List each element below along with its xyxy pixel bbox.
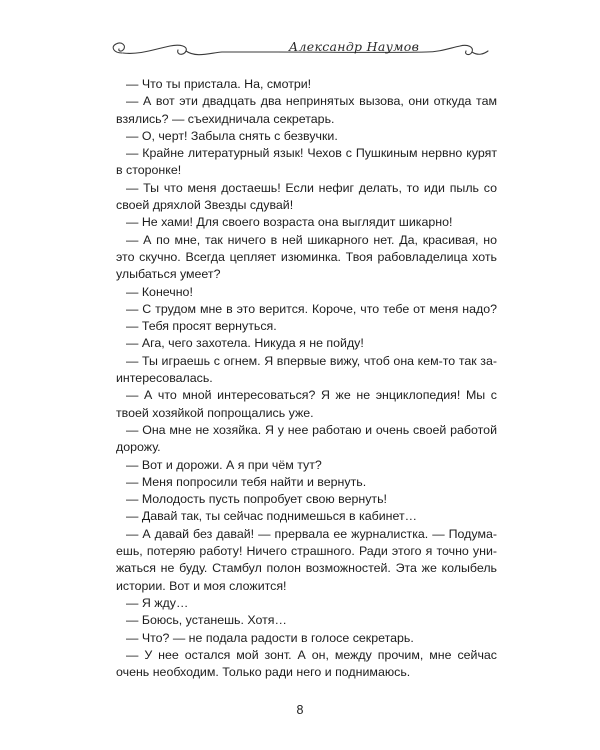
text-line: улыбаться умеет? — [116, 267, 221, 282]
text-line: — Конечно! — [126, 284, 193, 299]
text-line: — Крайне литературный язык! Чехов с Пушкиным нервно курят — [126, 146, 497, 161]
author-name: Александр Наумов — [288, 39, 420, 54]
text-line: — Ты играешь с огнем. Я впервые вижу, чтоб она кем-то так за- — [126, 353, 497, 368]
text-line: — Я жду… — [126, 595, 189, 610]
text-line: в сторонке! — [116, 163, 182, 178]
text-line: твоей хозяйкой попрощались уже. — [116, 405, 314, 420]
text-line: — А по мне, так ничего в ней шикарного нет. Да, красивая, но — [126, 232, 497, 247]
text-line: взялись? — съехидничала секретарь. — [116, 111, 335, 126]
text-line: — Что ты пристала. На, смотри! — [126, 77, 312, 91]
text-line: — Вот и дорожи. А я при чём тут? — [126, 457, 322, 472]
text-line: — Что? — не подала радости в голосе секретарь. — [126, 630, 414, 645]
text-line: своей дряхлой Звезды сдувай! — [116, 198, 294, 213]
text-line: — А давай без давай! — прервала ее журналистка. — Подума- — [126, 526, 497, 541]
text-line: — О, черт! Забыла снять с безвучки. — [126, 128, 338, 143]
text-line: это скучно. Всегда цепляет изюминка. Твоя рабовладелица хоть — [116, 249, 497, 264]
text-line: — Меня попросили тебя найти и вернуть. — [126, 474, 367, 489]
text-line: — Она мне не хозяйка. Я у нее работаю и очень своей работой — [126, 422, 497, 437]
text-line: — Боюсь, устанешь. Хотя… — [126, 613, 287, 628]
text-line: — Ты что меня достаешь! Если нефиг делать, то иди пыль со — [126, 180, 497, 195]
text-line: жаться не буду. Стамбул полон возможностей. Эта же колыбель — [116, 561, 497, 576]
page-number: 8 — [296, 703, 304, 717]
text-line: — Не хами! Для своего возраста она выглядит шикарно! — [126, 215, 453, 230]
text-line: дорожу. — [116, 440, 161, 455]
text-line: — Ага, чего захотела. Никуда я не пойду! — [126, 336, 364, 351]
text-line: — А что мной интересоваться? Я же не энциклопедия! Мы с — [126, 388, 497, 403]
text-line: — У нее остался мой зонт. А он, между прочим, мне сейчас — [126, 647, 497, 662]
body-text — [116, 76, 497, 681]
text-line: истории. Вот и моя сложится! — [116, 578, 287, 593]
text-line: — С трудом мне в это верится. Короче, что тебе от меня надо? — [126, 301, 497, 316]
text-line: — А вот эти двадцать два непринятых вызова, они откуда там — [126, 94, 497, 109]
text-line: — Тебя просят вернуться. — [126, 319, 277, 334]
text-line: очень необходим. Только ради него и поднимаюсь. — [116, 665, 411, 680]
text-line: интересовалась. — [116, 371, 213, 386]
text-line: — Молодость пусть попробует свою вернуть! — [126, 492, 387, 507]
text-line: ешь, потеряю работу! Ничего страшного. Ради этого я точно уни- — [116, 544, 497, 559]
text-line: — Давай так, ты сейчас поднимешься в кабинет… — [126, 509, 418, 524]
